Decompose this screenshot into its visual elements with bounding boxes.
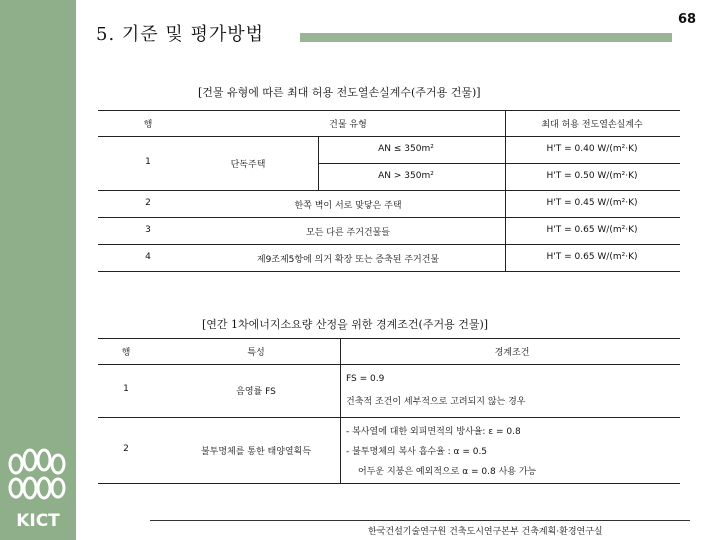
table2-row1-feature: 음영률 FS [236,387,276,397]
table1-row4-type: 제9조제5항에 의거 확장 또는 증축된 주거건물 [256,255,440,265]
table2-header-feature: 특성 [247,348,265,358]
table1-header-row: 행 [143,120,153,130]
table2-header-row: 행 [121,348,131,358]
table1-caption: [건물 유형에 따른 최대 허용 전도열손실계수(주거용 건물)] [198,86,481,99]
table1-row1-type: 단독주택 [230,160,266,170]
svg-text:KICT: KICT [16,511,60,531]
table1-row2-type: 한쪽 벽이 서로 맞닿은 주택 [294,201,402,211]
sidebar-band [0,0,76,540]
table1-row1a-sub: AN ≤ 350m² [378,144,434,154]
table1-row1b-sub: AN > 350m² [378,171,434,181]
header-bar [300,33,672,42]
table2-row1-line2: 건축적 조건이 세부적으로 고려되지 않는 경우 [346,397,526,407]
table1-row3-type: 모든 다른 주거건물들 [306,228,390,238]
kict-logo [6,448,70,532]
table2-row2-line3: 어두운 지붕은 예외적으로 α = 0.8 사용 가능 [358,467,537,477]
table1-row3-value: H'T = 0.65 W/(m²·K) [546,225,638,235]
table1-row2-no: 2 [145,198,151,208]
table1-row1b-value: H'T = 0.50 W/(m²·K) [546,171,638,181]
table1-row3-no: 3 [145,225,151,235]
table1-row4-no: 4 [145,252,151,262]
table1-row4-value: H'T = 0.65 W/(m²·K) [546,252,638,262]
table2-row2-line1: - 복사열에 대한 외피면적의 방사율: ε = 0.8 [346,427,521,437]
table1-row1-no: 1 [145,157,151,167]
table1-row2-value: H'T = 0.45 W/(m²·K) [546,198,638,208]
table1-header-type: 건물 유형 [329,120,367,130]
table2-header-condition: 경계조건 [494,348,530,358]
footer-text: 한국건설기술연구원 건축도시연구본부 건축계획·환경연구실 [368,527,603,537]
table2-row2-line2: - 불투명체의 복사 흡수율 : α = 0.5 [346,447,488,457]
table2-row2-feature: 불투명체를 통한 태양열획득 [200,447,312,457]
table2-row1-line1: FS = 0.9 [346,374,385,384]
section-title: 5. 기준 및 평가방법 [96,24,265,45]
page-number: 68 [678,12,697,27]
table1-header-value: 최대 허용 전도열손실계수 [541,120,643,130]
table2-row1-no: 1 [123,384,129,394]
table2-row2-no: 2 [123,444,129,454]
table2-caption: [연간 1차에너지소요량 산정을 위한 경계조건(주거용 건물)] [202,318,489,331]
footer-divider [150,520,690,521]
table1-row1a-value: H'T = 0.40 W/(m²·K) [546,144,638,154]
